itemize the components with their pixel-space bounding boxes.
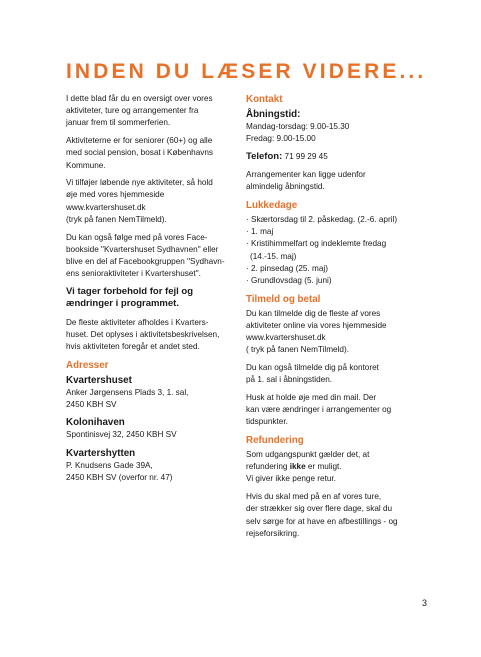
signup-heading: Tilmeld og betal [246, 293, 321, 305]
addresses-heading: Adresser [66, 359, 109, 371]
cancellation-note: Hvis du skal med på en af vores ture, der strækker sig over flere dage, skal du selv sørge for at have en afbestillings - og rejseforsikring. [246, 492, 398, 538]
left-column [66, 93, 230, 489]
reservation-notice: Vi tager forbehold for fejl og ændringer i programmet. [66, 285, 194, 310]
refund-emphasis: ikke [289, 462, 306, 472]
signup-online-paragraph: Du kan tilmelde dig de fleste af vores aktiviteter online via vores hjemmeside www.kvartershuset.dk ( tryk på fanen NemTilmeld). [246, 308, 418, 357]
address-kolonihaven: Kolonihaven Spontinisvej 32, 2450 KBH SV [66, 416, 230, 441]
contact-heading: Kontakt [246, 94, 283, 105]
closed-days-heading: Lukkedage [246, 200, 298, 212]
address-kvartershytten: Kvartershytten P. Knudsens Gade 39A, 2450 KBH SV (overfor nr. 47) [66, 447, 230, 484]
updates-paragraph: Vi tilføjer løbende nye aktiviteter, så hold øje med vores hjemmeside www.kvartershuset.dk (tryk på fanen NemTilmeld). [66, 177, 230, 226]
phone-label: Telefon: [246, 150, 283, 162]
website-link[interactable]: www.kvartershuset.dk [246, 333, 326, 343]
page-title: INDEN DU LÆSER VIDERE... [66, 60, 427, 83]
audience-paragraph: Aktiviteterne er for seniorer (60+) og alle med social pension, bosat i Københavns Kommune. [66, 136, 214, 170]
address-name: Kvartershuset [66, 374, 132, 386]
phone-number: 71 99 29 45 [284, 151, 328, 161]
events-note: Arrangementer kan ligge udenfor almindelig åbningstid. [246, 170, 366, 192]
list-item: · Skærtorsdag til 2. påskedag. (2.-6. april) [246, 215, 398, 225]
intro-paragraph: I dette blad får du en oversigt over vores aktiviteter, ture og arrangementer fra januar frem til sommerferien. [66, 94, 213, 128]
signup-office-paragraph: Du kan også tilmelde dig på kontoret på 1. sal i åbningstiden. [246, 363, 379, 385]
phone-line [246, 151, 418, 163]
hours-heading: Åbningstid: [246, 109, 301, 120]
location-paragraph: De fleste aktiviteter afholdes i Kvarters- huset. Det oplyses i aktivitetsbeskrivelsen, hvis aktiviteten foregår et andet sted. [66, 317, 220, 352]
list-item: · 2. pinsedag (25. maj) [246, 263, 328, 273]
page-number: 3 [422, 598, 428, 608]
address-kvartershuset: Kvartershuset Anker Jørgensens Plads 3, 1. sal, 2450 KBH SV [66, 374, 230, 411]
facebook-paragraph: Du kan også følge med på vores Face- bookside "Kvartershuset Sydhavnen" eller blive en del af Facebookgruppen "Sydhavn- ens senioraktiviteter i Kvartershuset". [66, 232, 225, 279]
refund-heading: Refundering [246, 435, 304, 447]
refund-paragraph: Som udgangspunkt gælder det, at refundering ikke er muligt. Vi giver ikke penge retur. [246, 450, 370, 484]
right-column [246, 93, 418, 545]
mail-note: Husk at holde øje med din mail. Der kan være ændringer i arrangementer og tidspunkter. [246, 392, 392, 427]
list-item: · Kristihimmelfart og indeklemte fredag [246, 239, 387, 249]
list-item-continuation: (14.-15. maj) [250, 251, 297, 261]
closed-days-list [246, 214, 418, 287]
list-item: · Grundlovsdag (5. juni) [246, 276, 332, 286]
opening-hours: Mandag-torsdag: 9.00-15.30 Fredag: 9.00-15.00 [246, 122, 350, 144]
address-name: Kolonihaven [66, 417, 125, 429]
list-item: · 1. maj [246, 227, 274, 237]
address-name: Kvartershytten [66, 447, 136, 459]
website-link[interactable]: www.kvartershuset.dk [66, 202, 146, 212]
